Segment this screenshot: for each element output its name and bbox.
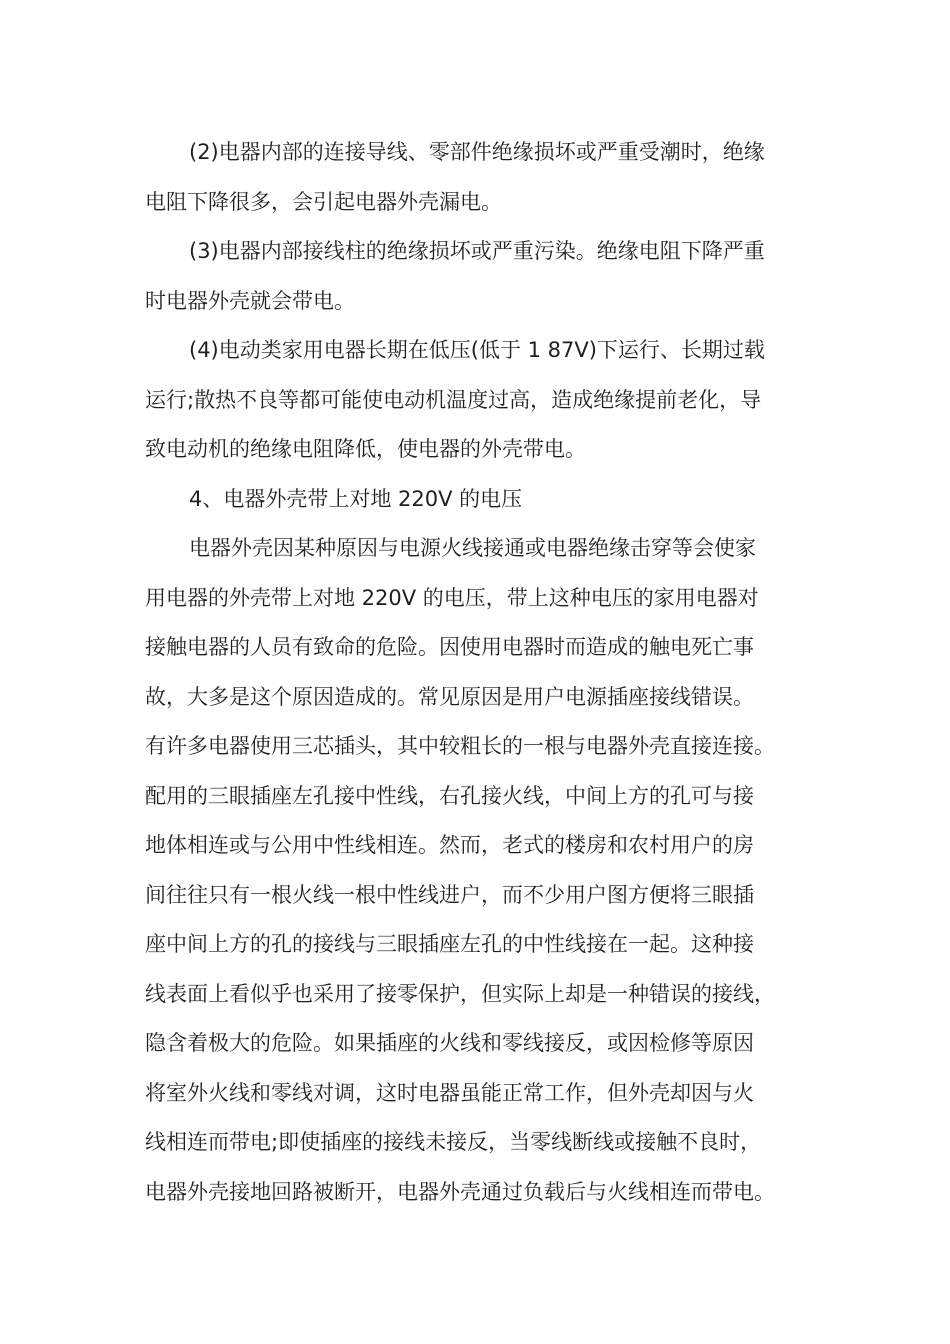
- text-line: (4)电动类家用电器长期在低压(低于 1 87V)下运行、长期过载: [189, 338, 765, 362]
- text-line: 座中间上方的孔的接线与三眼插座左孔的中性线接在一起。这种接: [145, 932, 754, 956]
- text-line: 地体相连或与公用中性线相连。然而，老式的楼房和农村用户的房: [145, 833, 754, 857]
- text-line: 间往往只有一根火线一根中性线进户，而不少用户图方便将三眼插: [145, 882, 754, 907]
- text-line: 有许多电器使用三芯插头，其中较粗长的一根与电器外壳直接连接。: [145, 734, 775, 758]
- text-line: 时电器外壳就会带电。: [145, 288, 355, 313]
- text-line: 运行;散热不良等都可能使电动机温度过高，造成绝缘提前老化，导: [145, 387, 762, 412]
- text-line: 线表面上看似乎也采用了接零保护，但实际上却是一种错误的接线，: [145, 981, 775, 1006]
- text-line: 致电动机的绝缘电阻降低，使电器的外壳带电。: [145, 437, 586, 461]
- paragraph-2: [145, 128, 807, 227]
- text-line: 电阻下降很多，会引起电器外壳漏电。: [145, 189, 502, 214]
- text-line: 电器外壳因某种原因与电源火线接通或电器绝缘击穿等会使家: [189, 536, 756, 560]
- paragraph-4: [145, 326, 807, 475]
- text-line: (2)电器内部的连接导线、零部件绝缘损坏或严重受潮时，绝缘: [189, 140, 765, 164]
- text-line: (3)电器内部接线柱的绝缘损坏或严重污染。绝缘电阻下降严重: [189, 239, 765, 263]
- text-line: 接触电器的人员有致命的危险。因使用电器时而造成的触电死亡事: [145, 635, 754, 659]
- text-line: 隐含着极大的危险。如果插座的火线和零线接反，或因检修等原因: [145, 1031, 754, 1055]
- text-line: 线相连而带电;即使插座的接线未接反，当零线断线或接触不良时，: [145, 1130, 762, 1154]
- section-heading: [145, 475, 807, 525]
- text-line: 配用的三眼插座左孔接中性线，右孔接火线，中间上方的孔可与接: [145, 783, 754, 808]
- paragraph-body: [145, 524, 807, 1217]
- document-body: [145, 128, 807, 1217]
- text-line: 故，大多是这个原因造成的。常见原因是用户电源插座接线错误。: [145, 684, 754, 709]
- heading-text: 4、电器外壳带上对地 220V 的电压: [189, 486, 523, 511]
- text-line: 电器外壳接地回路被断开，电器外壳通过负载后与火线相连而带电。: [145, 1179, 775, 1204]
- text-line: 用电器的外壳带上对地 220V 的电压，带上这种电压的家用电器对: [145, 585, 759, 610]
- paragraph-3: [145, 227, 807, 326]
- text-line: 将室外火线和零线对调，这时电器虽能正常工作，但外壳却因与火: [145, 1080, 754, 1105]
